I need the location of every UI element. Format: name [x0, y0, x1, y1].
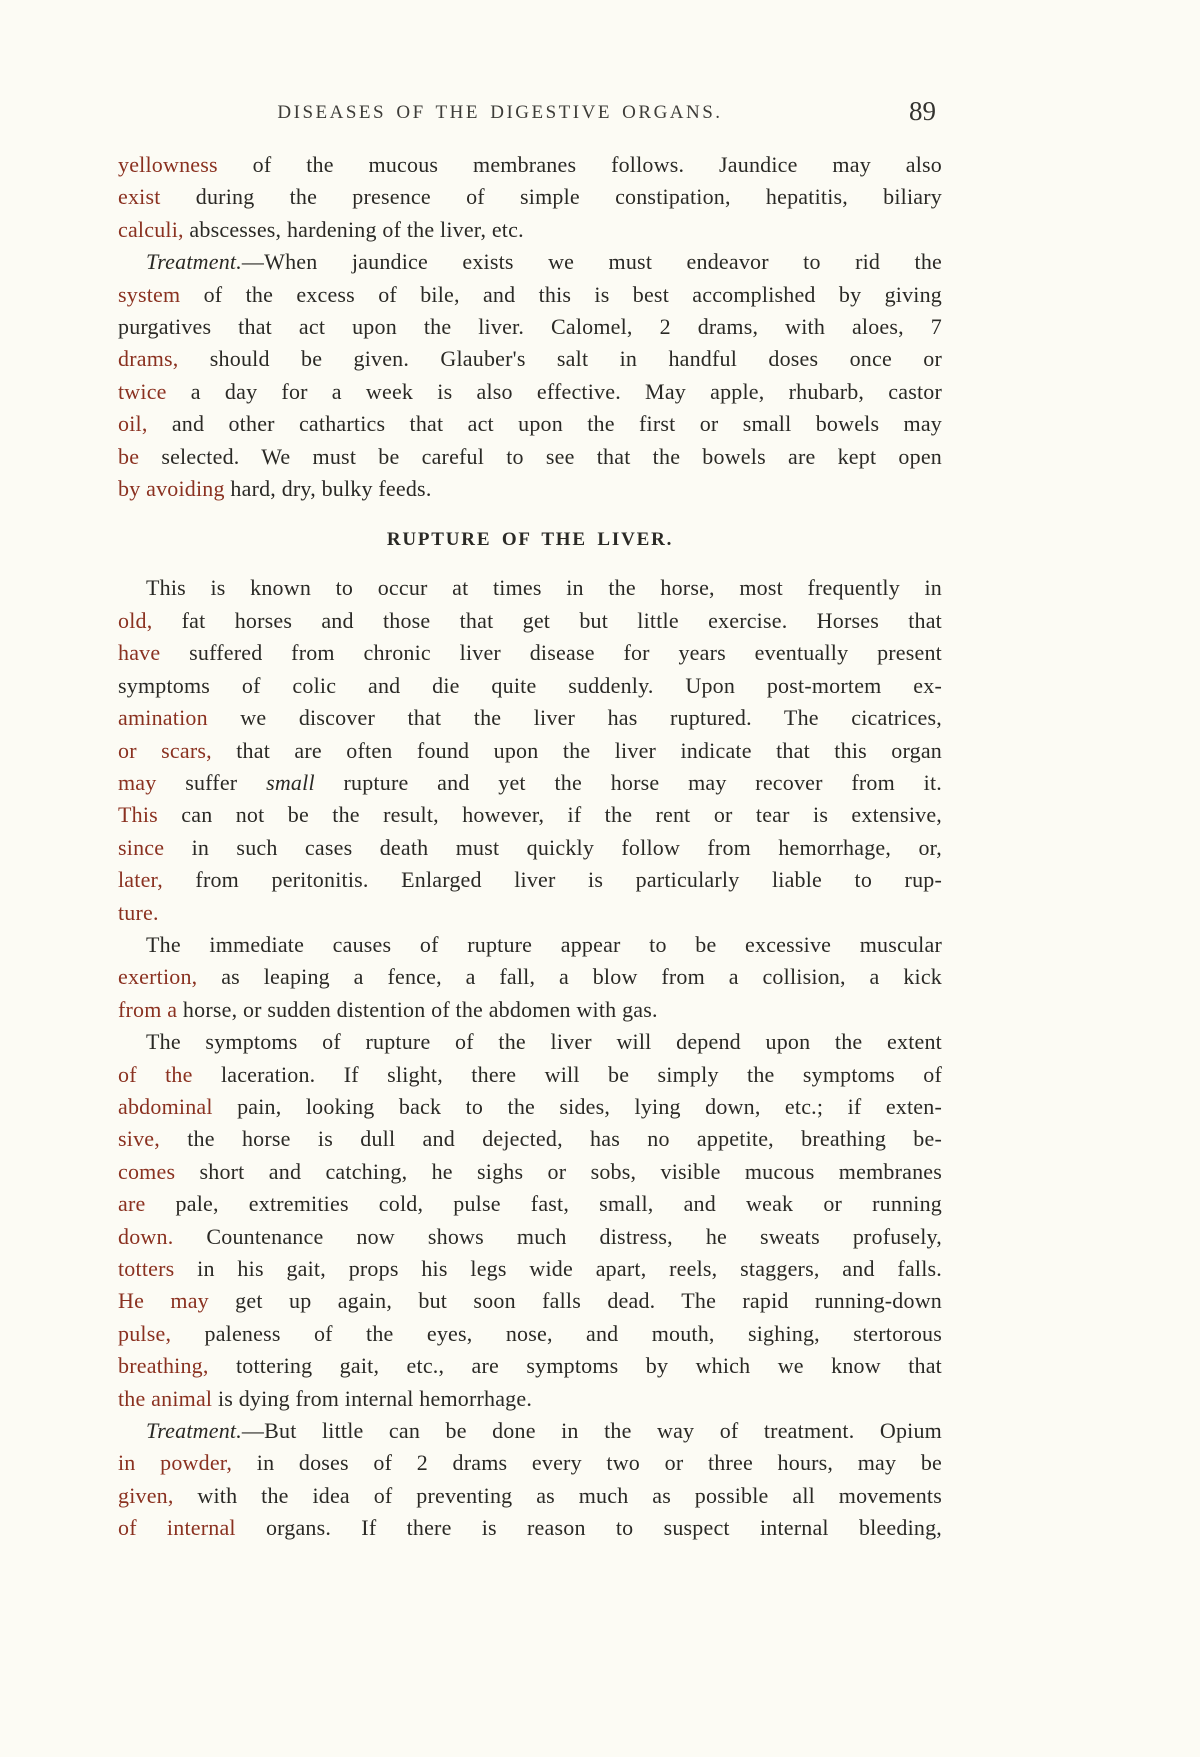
text-line	[118, 1480, 942, 1512]
text-segment: suffer	[156, 769, 267, 795]
running-title: DISEASES OF THE DIGESTIVE ORGANS.	[277, 102, 723, 123]
text-segment: abscesses, hardening of the liver, etc.	[183, 216, 524, 242]
running-head	[118, 96, 942, 132]
text-segment: should be given. Glauber's salt in handful doses once or	[178, 346, 942, 372]
page-number: 89	[909, 96, 936, 126]
text-line	[118, 246, 942, 278]
text-line	[118, 670, 942, 702]
text-line	[118, 1188, 942, 1220]
text-segment: pain, looking back to the sides, lying down, etc.; if exten-	[212, 1093, 942, 1119]
text-segment: pale, extremities cold, pulse fast, small, and weak or running	[145, 1191, 942, 1217]
text-segment: sive,	[118, 1126, 160, 1152]
text-segment: This	[118, 802, 158, 828]
text-segment: Treatment.	[146, 1418, 242, 1444]
text-line	[118, 767, 942, 799]
text-line	[118, 1091, 942, 1123]
text-segment: of the excess of bile, and this is best accomplished by giving	[180, 281, 942, 307]
text-segment: paleness of the eyes, nose, and mouth, sighing, stertorous	[171, 1320, 942, 1346]
text-line	[118, 572, 942, 604]
text-line	[118, 343, 942, 375]
text-segment: oil,	[118, 411, 148, 437]
text-segment: breathing,	[118, 1353, 209, 1379]
text-segment: Treatment.	[146, 249, 242, 275]
text-segment: small	[266, 769, 315, 795]
text-segment: This is known to occur at times in the horse, most frequently in	[146, 575, 942, 601]
text-line	[118, 181, 942, 213]
text-segment: selected. We must be careful to see that the bowels are kept open	[139, 443, 942, 469]
paragraph	[118, 1415, 942, 1545]
text-segment: that are often found upon the liver indicate that this organ	[211, 737, 942, 763]
text-segment: with the idea of preventing as much as possible all movements	[173, 1482, 942, 1508]
text-line	[118, 1253, 942, 1285]
text-line	[118, 1026, 942, 1058]
text-segment: drams,	[118, 346, 179, 372]
text-segment: of the mucous membranes follows. Jaundice may also	[217, 152, 942, 177]
text-line	[118, 1415, 942, 1447]
text-segment: is dying from internal hemorrhage.	[212, 1385, 533, 1411]
text-line	[118, 1059, 942, 1091]
page-body	[118, 149, 942, 1545]
text-segment: the horse is dull and dejected, has no appetite, breathing be-	[159, 1126, 942, 1152]
text-line	[118, 864, 942, 896]
section-heading: RUPTURE OF THE LIVER.	[386, 529, 674, 551]
text-segment: in his gait, props his legs wide apart, reels, staggers, and falls.	[174, 1256, 942, 1281]
text-segment: get up again, but soon falls dead. The rapid running-down	[208, 1288, 942, 1314]
text-line	[118, 1156, 942, 1188]
text-line	[118, 1318, 942, 1350]
text-segment: Countenance now shows much distress, he sweats profusely,	[173, 1223, 942, 1249]
text-line	[118, 1221, 942, 1253]
text-line	[118, 735, 942, 767]
paragraph	[118, 929, 942, 1026]
text-line	[118, 832, 942, 864]
text-segment: be	[118, 443, 140, 469]
text-line	[118, 311, 942, 343]
text-segment: by avoiding	[118, 476, 225, 502]
text-segment: or scars,	[118, 737, 212, 763]
text-segment: from a	[118, 996, 178, 1022]
text-segment: laceration. If slight, there will be simply the symptoms of	[192, 1061, 943, 1087]
paragraph	[118, 246, 942, 505]
text-segment: since	[118, 834, 165, 860]
paragraph	[118, 1026, 942, 1415]
text-line	[118, 605, 942, 637]
text-line	[118, 376, 942, 408]
text-segment: organs. If there is reason to suspect internal bleeding,	[235, 1515, 942, 1541]
text-line	[118, 637, 942, 669]
text-line	[118, 1447, 942, 1479]
text-segment: abdominal	[118, 1093, 213, 1119]
text-segment: can not be the result, however, if the rent or tear is extensive,	[157, 802, 942, 828]
text-segment: amination	[118, 705, 208, 731]
text-line	[118, 473, 942, 505]
text-segment: purgatives that act upon the liver. Calomel, 2 drams, with aloes, 7	[118, 314, 942, 340]
text-segment: fat horses and those that get but little exercise. Horses that	[152, 607, 942, 633]
page-content	[118, 96, 942, 1545]
text-segment: have	[118, 640, 161, 666]
text-segment: as leaping a fence, a fall, a blow from a collision, a kick	[197, 964, 942, 990]
text-line	[118, 994, 942, 1026]
text-segment: a day for a week is also effective. May apple, rhubarb, castor	[166, 378, 942, 404]
text-segment: of internal	[118, 1515, 236, 1541]
text-segment: may	[118, 769, 157, 795]
text-segment: of the	[118, 1061, 193, 1087]
text-segment: short and catching, he sighs or sobs, visible mucous membranes	[175, 1158, 942, 1184]
text-segment: we discover that the liver has ruptured. The cicatrices,	[207, 705, 942, 731]
text-segment: He may	[118, 1288, 209, 1314]
text-segment: down.	[118, 1223, 174, 1249]
text-line	[118, 897, 942, 929]
text-segment: twice	[118, 378, 167, 404]
text-segment: hard, dry, bulky feeds.	[224, 476, 432, 502]
text-segment: exertion,	[118, 964, 198, 990]
text-segment: The symptoms of rupture of the liver will depend upon the extent	[146, 1029, 942, 1055]
text-segment: tottering gait, etc., are symptoms by which we know that	[208, 1353, 942, 1379]
text-segment: later,	[118, 867, 163, 893]
text-line	[118, 702, 942, 734]
paragraph	[118, 572, 942, 928]
text-line	[118, 1285, 942, 1317]
text-line	[118, 1123, 942, 1155]
text-segment: ture.	[118, 899, 159, 925]
text-segment: The immediate causes of rupture appear to be excessive muscular	[146, 931, 942, 957]
text-segment: are	[118, 1191, 146, 1217]
text-segment: —But little can be done in the way of treatment. Opium	[241, 1418, 942, 1444]
text-line	[118, 799, 942, 831]
text-line	[118, 441, 942, 473]
text-line	[118, 1383, 942, 1415]
text-segment: —When jaundice exists we must endeavor to rid the	[241, 249, 942, 275]
text-segment: symptoms of colic and die quite suddenly. Upon post-mortem ex-	[118, 672, 942, 698]
text-segment: in such cases death must quickly follow from hemorrhage, or,	[164, 834, 942, 860]
text-segment: comes	[118, 1158, 176, 1184]
text-segment: during the presence of simple constipation, hepatitis, biliary	[160, 184, 942, 210]
text-segment: totters	[118, 1256, 175, 1281]
text-segment: given,	[118, 1482, 174, 1508]
text-segment: and other cathartics that act upon the first or small bowels may	[147, 411, 942, 437]
text-segment: suffered from chronic liver disease for years eventually present	[160, 640, 942, 666]
text-segment: system	[118, 281, 181, 307]
text-line	[118, 1350, 942, 1382]
text-segment: old,	[118, 607, 153, 633]
text-segment: in doses of 2 drams every two or three hours, may be	[232, 1450, 943, 1476]
text-segment: from peritonitis. Enlarged liver is particularly liable to rup-	[162, 867, 942, 893]
text-line	[118, 929, 942, 961]
text-segment: yellowness	[118, 152, 218, 177]
text-line	[118, 279, 942, 311]
text-line	[118, 214, 942, 246]
text-segment: exist	[118, 184, 161, 210]
paragraph	[118, 149, 942, 246]
text-segment: rupture and yet the horse may recover from it.	[314, 769, 942, 795]
text-segment: calculi,	[118, 216, 184, 242]
text-line	[118, 149, 942, 181]
text-line	[118, 961, 942, 993]
text-line	[118, 1512, 942, 1544]
text-segment: horse, or sudden distention of the abdomen with gas.	[177, 996, 658, 1022]
text-segment: in powder,	[118, 1450, 233, 1476]
text-segment: pulse,	[118, 1320, 172, 1346]
text-segment: the animal	[118, 1385, 213, 1411]
text-line	[118, 408, 942, 440]
